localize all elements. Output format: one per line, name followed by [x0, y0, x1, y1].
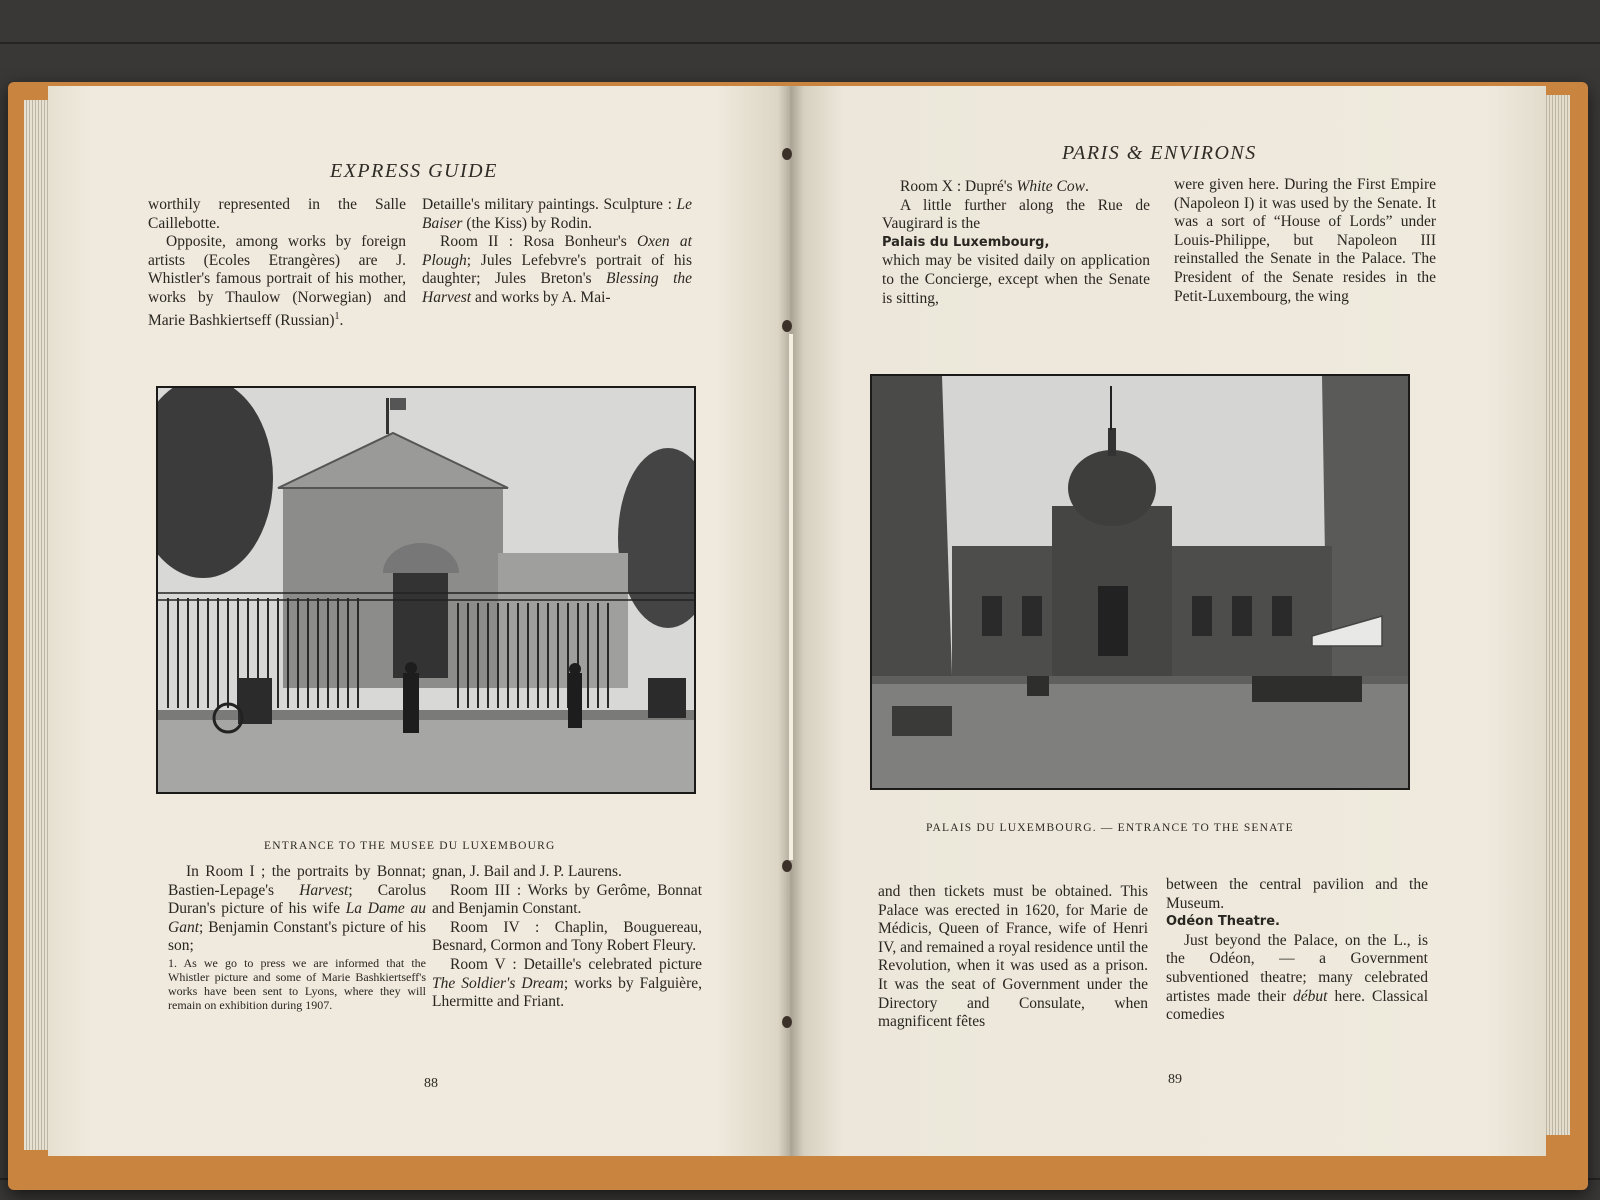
photo-musee-du-luxembourg	[156, 386, 696, 794]
paragraph: Room X : Dupré's White Cow.	[900, 178, 1089, 195]
left-page	[48, 86, 790, 1156]
left-top-column-1	[148, 196, 406, 330]
left-bottom-column-2	[432, 863, 702, 1012]
left-bottom-column-1	[168, 863, 426, 1012]
paragraph: which may be visited daily on application to the Concierge, except when the Senate is sitting,	[882, 252, 1150, 307]
section-heading: Palais du Luxembourg,	[882, 234, 1050, 250]
table-plank	[0, 42, 1600, 44]
paragraph: In Room I ; the portraits by Bonnat; Bastien-Lepage's Harvest; Carolus Duran's picture of his wife La Dame au Gant; Benjamin Constant's picture of his son;	[168, 863, 426, 955]
sewing-hole	[782, 1016, 792, 1028]
paragraph: Room III : Works by Gerôme, Bonnat and Benjamin Constant.	[432, 881, 702, 918]
paragraph: were given here. During the First Empire (Napoleon I) it was used by the Senate. It was a sort of “House of Lords” under Louis-Philippe, but Napoleon III reinstalled the Senate in the Palace. The President of the Senate resides in the Petit-Luxembourg, the wing	[1174, 176, 1436, 305]
right-page	[790, 86, 1546, 1156]
right-bottom-column-1	[878, 883, 1148, 1032]
right-photo-caption: PALAIS DU LUXEMBOURG. — ENTRANCE TO THE SENATE	[926, 822, 1294, 834]
right-bottom-column-2	[1166, 876, 1428, 1025]
paragraph: between the central pavilion and the Museum.	[1166, 876, 1428, 912]
right-running-head: PARIS & ENVIRONS	[1062, 142, 1257, 164]
right-top-column-1	[882, 178, 1150, 308]
left-top-column-2	[422, 196, 692, 308]
left-running-head: EXPRESS GUIDE	[330, 160, 498, 182]
paragraph: Opposite, among works by foreign artists (Ecoles Etrangères) are J. Whistler's famous portrait of his mother, works by Thaulow (Norwegian) and Marie Bashkiertseff (Russian)$^1$.	[148, 233, 406, 329]
paragraph: and then tickets must be obtained. This Palace was erected in 1620, for Marie de Médicis, Queen of France, wife of Henri IV, and remained a royal residence until the Revolution, when it was used as a prison. It was the seat of Government under the Directory and Consulate, when magnificent fêtes	[878, 883, 1149, 1031]
photo-illustration	[872, 376, 1408, 788]
paragraph: Detaille's military paintings. Sculpture : Le Baiser (the Kiss) by Rodin.	[422, 196, 692, 232]
paragraph: gnan, J. Bail and J. P. Laurens.	[432, 863, 622, 880]
right-top-column-2	[1174, 176, 1436, 306]
page-number-right: 89	[1168, 1072, 1182, 1087]
footnote-mark: 1	[334, 310, 340, 322]
sewing-hole	[782, 148, 792, 160]
photo-palais-du-luxembourg	[870, 374, 1410, 790]
paragraph: Room II : Rosa Bonheur's Oxen at Plough; Jules Lefebvre's portrait of his daughter; Jules Breton's Blessing the Harvest and works by A. Mai-	[422, 233, 693, 306]
paragraph: Just beyond the Palace, on the L., is the Odéon, — a Government subventioned theatre; many celebrated artistes made their début here. Classical comedies	[1166, 931, 1428, 1024]
photo-illustration	[158, 388, 694, 792]
sewing-hole	[782, 320, 792, 332]
section-heading: Odéon Theatre.	[1166, 914, 1280, 930]
binding-thread	[789, 334, 793, 860]
page-number-left: 88	[424, 1076, 438, 1091]
paragraph: worthily represented in the Salle Caillebotte.	[148, 196, 406, 232]
paragraph: Room IV : Chaplin, Bouguereau, Besnard, Cormon and Tony Robert Fleury.	[432, 918, 702, 955]
footnote: 1. As we go to press we are informed that the Whistler picture and some of Marie Bashkiertseff's works have been sent to Lyons, where they will remain on exhibition during 1907.	[168, 955, 426, 1012]
sewing-hole	[782, 860, 792, 872]
paragraph: A little further along the Rue de Vaugirard is the	[882, 196, 1150, 233]
left-photo-caption: ENTRANCE TO THE MUSEE DU LUXEMBOURG	[264, 840, 556, 852]
paragraph: Room V : Detaille's celebrated picture The Soldier's Dream; works by Falguière, Lhermitte and Friant.	[432, 955, 702, 1011]
